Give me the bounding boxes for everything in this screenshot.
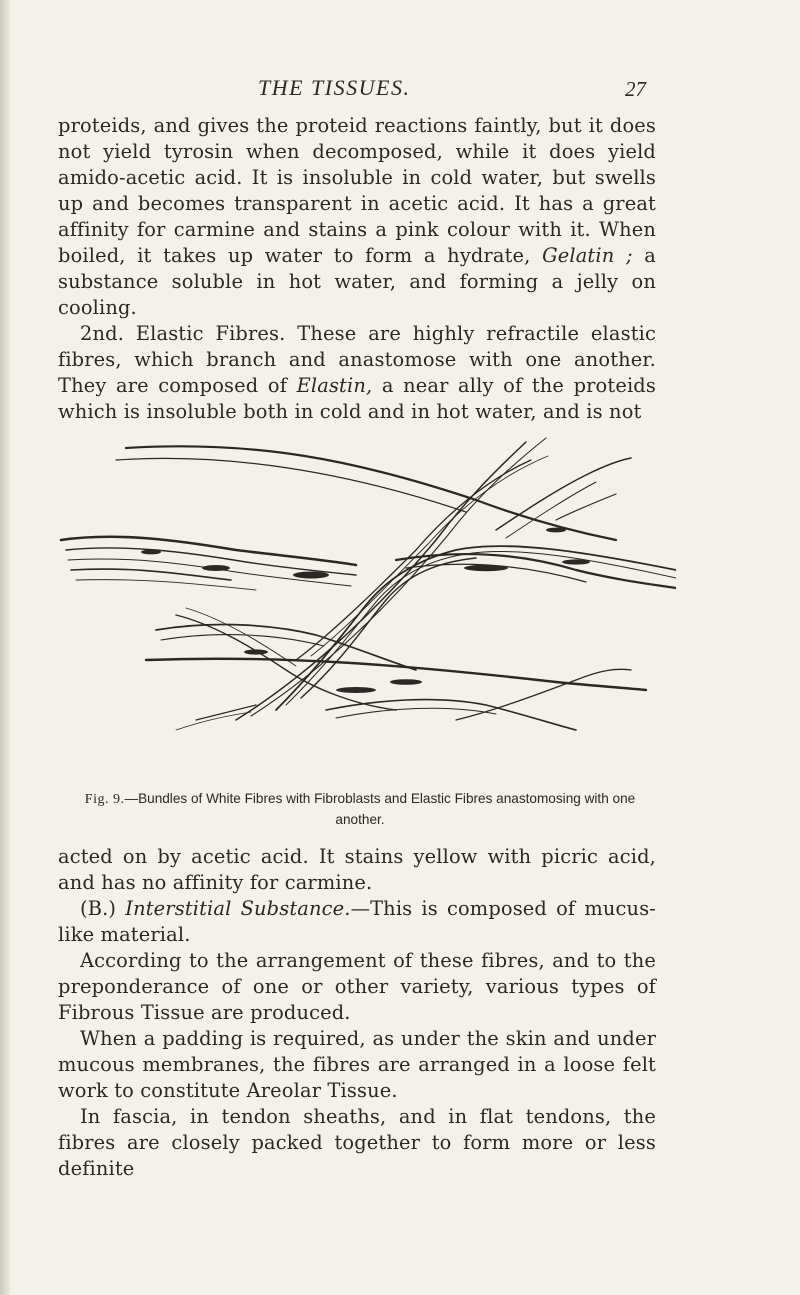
page-spine-edge bbox=[0, 0, 10, 1295]
page-header bbox=[0, 75, 800, 105]
figure-label: Fig. 9. bbox=[84, 792, 125, 807]
paragraph: proteids, and gives the proteid reactions faintly, but it does not yield tyrosin when decomposed, while it does yield amido-acetic acid. It is insoluble in cold water, but swells up and becomes transparent in acetic acid. It has a great affinity for carmine and stains a pink colour with it. When boiled, it takes up water to form a hydrate, Gelatin ; a substance soluble in hot water, and forming a jelly on cooling. bbox=[58, 114, 656, 319]
italic-term: Interstitial Substance. bbox=[125, 897, 351, 920]
italic-term: Gelatin ; bbox=[542, 244, 633, 267]
figure-caption bbox=[60, 789, 660, 830]
paragraph: acted on by acetic acid. It stains yellow with picric acid, and has no affinity for carmine. bbox=[58, 845, 656, 894]
paragraph: (B.) Interstitial Substance.—This is composed of mucus-like material. bbox=[58, 897, 656, 946]
paragraph: When a padding is required, as under the skin and under mucous membranes, the fibres are arranged in a loose felt work to constitute Areolar Tissue. bbox=[58, 1027, 656, 1102]
paragraph: According to the arrangement of these fibres, and to the preponderance of one or other variety, various types of Fibrous Tissue are produced. bbox=[58, 949, 656, 1024]
figure-caption-text: —Bundles of White Fibres with Fibroblasts and Elastic Fibres anastomosing with one another. bbox=[124, 791, 636, 827]
body-text-top bbox=[58, 113, 656, 425]
running-title: THE TISSUES. bbox=[258, 75, 411, 100]
page-number: 27 bbox=[625, 77, 646, 101]
figure-illustration bbox=[56, 420, 676, 775]
paragraph: 2nd. Elastic Fibres. These are highly refractile elastic fibres, which branch and anastomose with one another. They are composed of Elastin, a near ally of the proteids which is insoluble both in cold and in hot water, and is not bbox=[58, 322, 656, 423]
paragraph: In fascia, in tendon sheaths, and in flat tendons, the fibres are closely packed together to form more or less definite bbox=[58, 1105, 656, 1180]
italic-term: Elastin, bbox=[296, 374, 373, 397]
body-text-bottom bbox=[58, 844, 656, 1182]
fibrous-tissue-engraving bbox=[56, 420, 676, 775]
